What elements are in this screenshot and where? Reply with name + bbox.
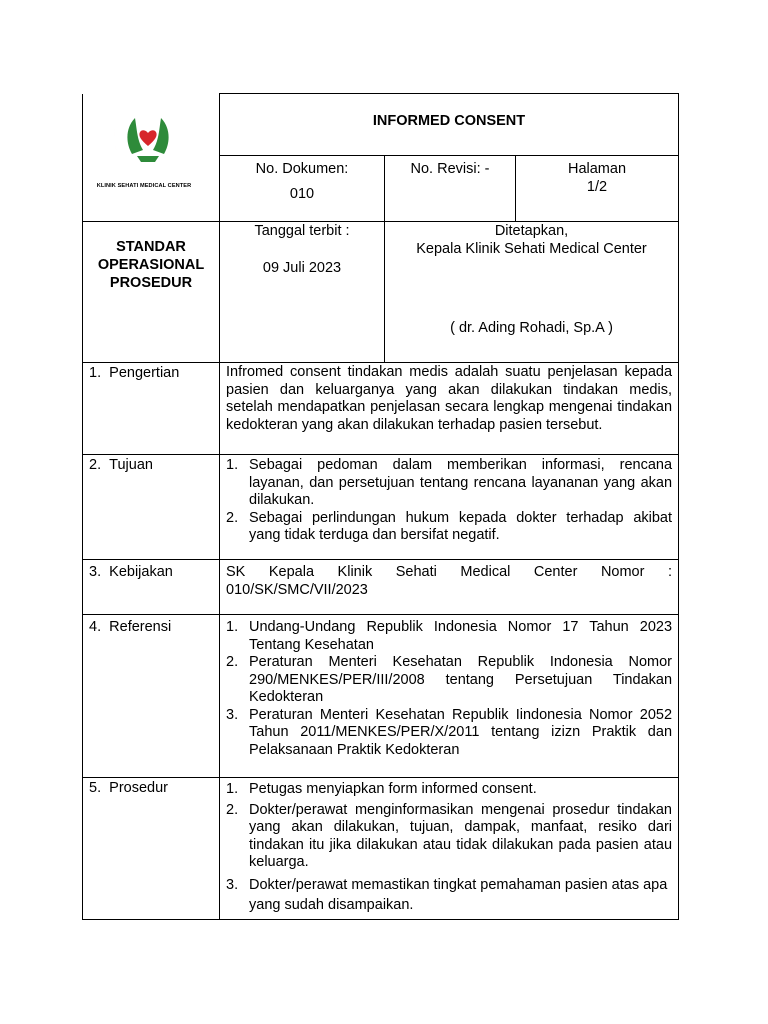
kebijakan-text: SK Kepala Klinik Sehati Medical Center Nomor : 010/SK/SMC/VII/2023 — [220, 560, 679, 615]
list-item: 1. Undang-Undang Republik Indonesia Nomor 17 Tahun 2023 Tentang Kesehatan — [226, 619, 673, 653]
list-item: 1. Petugas menyiapkan form informed consent. — [226, 781, 537, 797]
section-number: 5. — [89, 780, 102, 796]
list-item: 2. Dokter/perawat menginformasikan mengenai prosedur tindakan yang akan dilakukan, tujuan, dampak, manfaat, resiko dari tindakan itu jika dilakukan atau tidak dilakukan pada pasien atau keluarga. — [226, 801, 673, 870]
prosedur-list — [226, 781, 672, 915]
sop-document — [82, 93, 678, 920]
no-dokumen-value: 010 — [289, 185, 315, 202]
tanggal-terbit-cell — [220, 222, 385, 363]
tujuan-body — [220, 455, 679, 560]
prosedur-label: Prosedur — [109, 780, 168, 796]
sop-table — [82, 93, 679, 920]
kebijakan-label: Kebijakan — [109, 564, 173, 580]
tanggal-terbit-value: 09 Juli 2023 — [262, 259, 342, 276]
prosedur-body — [220, 778, 679, 920]
section-number: 4. — [89, 619, 102, 635]
tujuan-label-cell — [83, 455, 220, 560]
section-number: 1. — [89, 365, 102, 381]
section-number: 2. — [89, 457, 102, 473]
signatory-name: ( dr. Ading Rohadi, Sp.A ) — [450, 320, 613, 336]
referensi-list — [226, 619, 672, 759]
logo-text: KLINIK SEHATI MEDICAL CENTER — [96, 182, 192, 189]
pengertian-label: Pengertian — [109, 365, 180, 381]
halaman-cell — [516, 156, 679, 222]
list-item: 3. Dokter/perawat memastikan tingkat pemahaman pasien atas apa yang sudah disampaikan. — [226, 876, 668, 913]
referensi-label-cell — [83, 615, 220, 778]
tujuan-list — [226, 457, 672, 545]
pengertian-text: Infromed consent tindakan medis adalah suatu penjelasan kepada pasien dan keluarganya yang akan dilakukan tindakan medis, setelah mendapatkan penjelasan secara lengkap mengenai tindakan kedokteran yang akan dilakukan terhadap pasien tersebut. — [220, 363, 679, 455]
ditetapkan-by: Kepala Klinik Sehati Medical Center — [416, 240, 647, 257]
no-dokumen-cell — [220, 156, 385, 222]
logo-cell — [83, 94, 220, 222]
prosedur-label-cell — [83, 778, 220, 920]
list-item: 3. Peraturan Menteri Kesehatan Republik Iindonesia Nomor 2052 Tahun 2011/MENKES/PER/X/2011 tentang izizn Praktik dan Pelaksanaan Praktik Kedokteran — [226, 706, 673, 758]
no-revisi-label: No. Revisi: - — [385, 156, 516, 222]
tanggal-terbit-label: Tanggal terbit : — [254, 223, 350, 239]
referensi-body — [220, 615, 679, 778]
pengertian-label-cell — [83, 363, 220, 455]
document-title: INFORMED CONSENT — [220, 94, 679, 156]
clinic-logo-icon — [85, 92, 205, 187]
list-item: 2. Sebagai perlindungan hukum kepada dokter terhadap akibat yang tidak terduga dan bersifat negatif. — [226, 509, 673, 543]
halaman-label: Halaman — [567, 161, 627, 177]
section-number: 3. — [89, 564, 102, 580]
referensi-label: Referensi — [109, 619, 172, 635]
sop-label: STANDAR OPERASIONAL PROSEDUR — [83, 222, 220, 363]
halaman-value: 1/2 — [586, 178, 608, 195]
ditetapkan-cell — [385, 222, 679, 363]
list-item: 1. Sebagai pedoman dalam memberikan informasi, rencana layanan, dan persetujuan tentang rencana layananan yang akan dilakukan. — [226, 457, 673, 508]
no-dokumen-label: No. Dokumen: — [255, 161, 349, 177]
kebijakan-label-cell — [83, 560, 220, 615]
tujuan-label: Tujuan — [109, 457, 153, 473]
ditetapkan-label: Ditetapkan, — [494, 223, 569, 239]
list-item: 2. Peraturan Menteri Kesehatan Republik Indonesia Nomor 290/MENKES/PER/III/2008 tentang Persetujuan Tindakan Kedokteran — [226, 654, 673, 705]
